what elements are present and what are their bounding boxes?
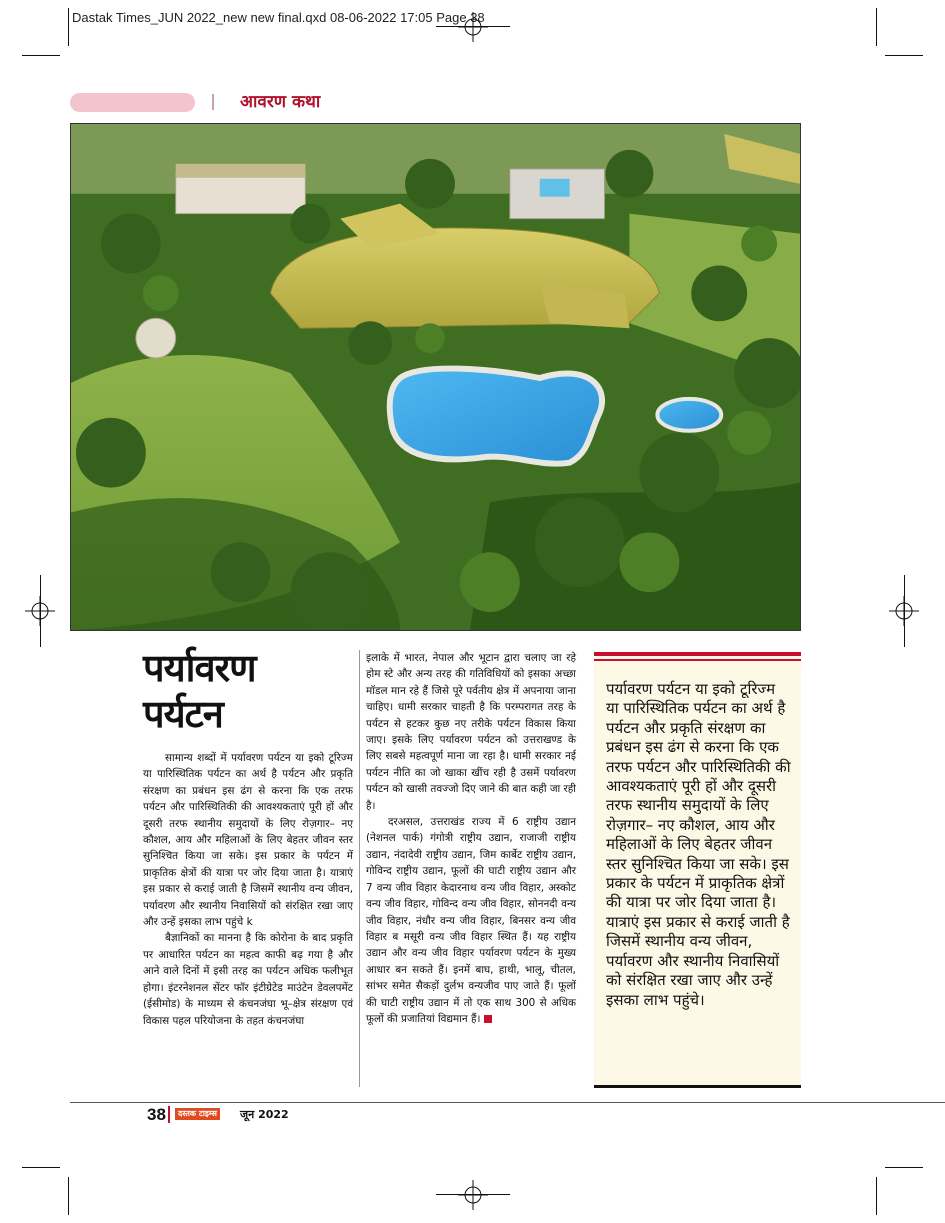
body-paragraph-text: इलाके में भारत, नेपाल और भूटान द्वारा चलाए जा रहे होम स्टे और अन्य तरह की गतिविधियों को इसका अच्छा मॉडल मान रहे हैं जिसे पूरे पर्वतीय क्षेत्र में अपनाया जाना चाहिए। धामी सरकार चाहती है कि परम्परागत तरह के पर्यटन से हटकर कुछ नए तरीके पर्यटन विकास किया जाए। इसके लिए पर्यावरण पर्यटन को उत्तराखण्ड के लिए सबसे महत्वपूर्ण माना जा रहा है। धामी सरकार नई पर्यटन नीति का जो खाका खींच रही है उसमें पर्यावरण पर्यटन को खासी तवज्जो दिए जाने की बात कही जा रही है। — [366, 652, 576, 812]
section-pill — [70, 93, 195, 112]
body-column-2 — [366, 650, 576, 1027]
crop-mark-right-mid-v — [904, 575, 905, 647]
body-paragraph: सामान्य शब्दों में पर्यावरण पर्यटन या इको टूरिज्म या पारिस्थितिक पर्यटन का अर्थ है पर्यटन और प्रकृति संरक्षण का प्रबंधन इस ढंग से करना कि एक तरफ पर्यटन और पारिस्थितिकी की आवश्यकताएं पूरी हों और दूसरी तरफ स्थानीय समुदायों के लिए रोज़गार– नए कौशल, आय और महिलाओं के लिए बेहतर जीवन स्तर सुनिश्चित किया जा सके। इस प्रकार के पर्यटन में प्राकृतिक क्षेत्रों की यात्रा पर जोर दिया जाता है। यात्राएं इस प्रकार से कराई जाती है जिसमें स्थानीय वन्य जीवन, पर्यावरण और स्थानीय निवासियों को संरक्षित रखा जाए और उन्हें इसका लाभ पहुंचे k — [143, 752, 353, 929]
crop-mark-bottom-right-h — [885, 1167, 923, 1168]
crop-mark-bottom-left-v — [68, 1177, 69, 1215]
headline-line-1: पर्यावरण — [143, 646, 256, 690]
headline-line-2: पर्यटन — [143, 692, 223, 736]
print-slug: Dastak Times_JUN 2022_new new final.qxd 08-06-2022 17:05 Page 38 — [72, 10, 485, 25]
pull-quote-rule-bottom — [594, 1085, 801, 1088]
footer-rule — [70, 1102, 945, 1103]
crop-mark-top-left-h — [22, 55, 60, 56]
end-square-icon — [484, 1015, 492, 1023]
crop-mark-left-mid-v — [40, 575, 41, 647]
crop-mark-bottom-right-v — [876, 1177, 877, 1215]
body-paragraph — [366, 814, 576, 1027]
section-label: आवरण कथा — [240, 92, 321, 112]
folio-bar — [168, 1106, 170, 1123]
hero-photo — [70, 123, 801, 631]
column-rule — [359, 650, 360, 1087]
body-column-1 — [143, 750, 353, 1029]
section-separator — [212, 94, 214, 110]
body-paragraph: बैज्ञानिकों का मानना है कि कोरोना के बाद प्रकृति पर आधारित पर्यटन का महत्व काफी बढ़ गया है और आने वाले दिनों में इसी तरह का पर्यटन अधिक फलीभूत होगा। इंटरनेशनल सेंटर फॉर इंटीग्रेटेड माउंटेन डेवलपमेंट (ईसीमोड) के माध्यम से कंचनजंघा भू–क्षेत्र संरक्षण एवं विकास पहल परियोजना के तहत कंचनजंघा — [143, 932, 353, 1027]
pull-quote-rule-top — [594, 652, 801, 656]
registration-mark-icon — [458, 1180, 488, 1210]
pull-quote-rule-top-thin — [594, 659, 801, 661]
crop-mark-bottom-left-h — [22, 1167, 60, 1168]
body-paragraph-text: दरअसल, उत्तराखंड राज्य में 6 राष्ट्रीय उद्यान (नेशनल पार्क) गंगोत्री राष्ट्रीय उद्यान, राजाजी राष्ट्रीय उद्यान, नंदादेवी राष्ट्रीय उद्यान, जिम कार्बेट राष्ट्रीय उद्यान, गोविन्द राष्ट्रीय उद्यान, फूलों की घाटी राष्ट्रीय उद्यान और 7 वन्य जीव विहार केदारनाथ वन्य जीव विहार, अस्कोट वन्य जीव विहार, गोविन्द वन्य जीव विहार, सोननदी वन्य जीव विहार, नंधौर वन्य जीव विहार, बिनसर वन्य जीव विहार ब मसूरी वन्य जीव विहार स्थित हैं। यह राष्ट्रीय उद्यान और वन्य जीव विहार पर्यावरण पर्यटन के मुख्य आधार बन सकते हैं। इनमें बाघ, हाथी, भालू, चीतल, सांभर समेत सैकड़ों दुर्लभ वन्यजीव पाए जाते हैं। फूलों की घाटी राष्ट्रीय उद्यान में तो एक साथ 300 से अधिक फूलों की प्रजातियां विद्यमान हैं। — [366, 816, 576, 1025]
crop-mark-top-right-v — [876, 8, 877, 46]
pull-quote-text: पर्यावरण पर्यटन या इको टूरिज्म या पारिस्थितिक पर्यटन का अर्थ है पर्यटन और प्रकृति संरक्षण का प्रबंधन इस ढंग से करना कि एक तरफ पर्यटन और पारिस्थितिकी की आवश्यकताएं पूरी हों और दूसरी तरफ स्थानीय समुदायों के लिए रोज़गार– नए कौशल, आय और महिलाओं के लिए बेहतर जीवन स्तर सुनिश्चित किया जा सके। इस प्रकार के पर्यटन में प्राकृतिक क्षेत्रों की यात्रा पर जोर दिया जाता है। यात्राएं इस प्रकार से कराई जाती है जिसमें स्थानीय वन्य जीवन, पर्यावरण और स्थानीय निवासियों को संरक्षित रखा जाए और उन्हें इसका लाभ पहुंचे। — [606, 680, 791, 1009]
body-paragraph — [366, 650, 576, 814]
crop-mark-top-left-v — [68, 8, 69, 46]
headline — [143, 645, 353, 737]
publication-logo: दस्तक टाइम्स — [175, 1108, 220, 1120]
issue-date: जून 2022 — [240, 1108, 289, 1121]
registration-mark-icon — [458, 12, 488, 42]
pull-quote-box — [594, 652, 801, 1088]
page-number: 38 — [147, 1105, 166, 1124]
crop-mark-top-right-h — [885, 55, 923, 56]
